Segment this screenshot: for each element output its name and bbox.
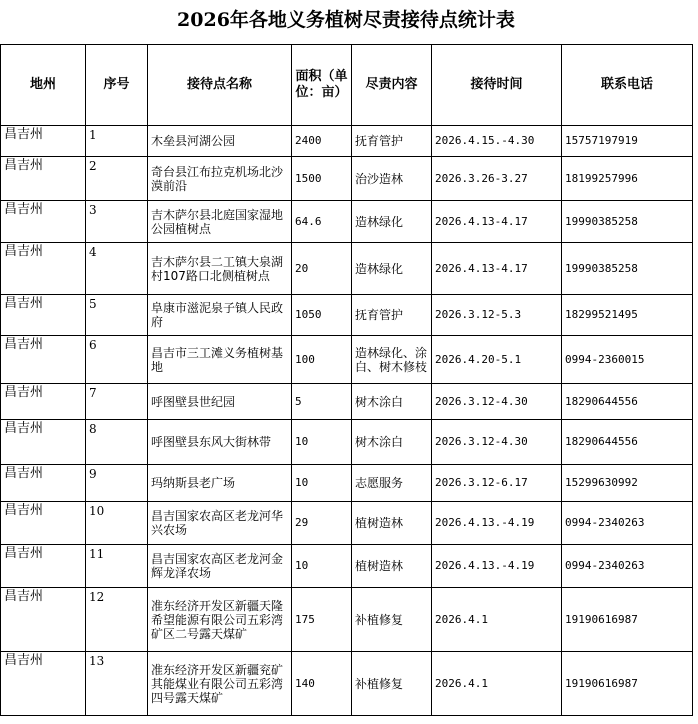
seq-cell: 1 <box>86 126 148 157</box>
area-cell: 10 <box>292 420 352 465</box>
phone-cell: 0994-2360015 <box>562 336 693 384</box>
area-cell: 140 <box>292 652 352 716</box>
seq-cell: 3 <box>86 201 148 243</box>
content-cell: 植树造林 <box>352 502 432 545</box>
area-cell: 29 <box>292 502 352 545</box>
table-title: 2026年各地义务植树尽责接待点统计表 <box>177 9 515 31</box>
table-row <box>1 502 693 545</box>
phone-cell: 19990385258 <box>562 243 693 295</box>
time-cell: 2026.4.20-5.1 <box>432 336 562 384</box>
planting-sites-table <box>0 44 693 716</box>
region-cell: 昌吉州 <box>1 420 86 465</box>
content-cell: 抚育管护 <box>352 126 432 157</box>
site-name-cell: 吉木萨尔县二工镇大泉湖村107路口北侧植树点 <box>148 243 292 295</box>
area-cell: 100 <box>292 336 352 384</box>
time-cell: 2026.4.1 <box>432 652 562 716</box>
phone-cell: 0994-2340263 <box>562 502 693 545</box>
seq-cell: 4 <box>86 243 148 295</box>
time-cell: 2026.4.13.-4.19 <box>432 545 562 588</box>
site-name-cell: 吉木萨尔县北庭国家湿地公园植树点 <box>148 201 292 243</box>
seq-cell: 10 <box>86 502 148 545</box>
area-cell: 5 <box>292 384 352 420</box>
content-cell: 树木涂白 <box>352 420 432 465</box>
table-row <box>1 545 693 588</box>
seq-cell: 2 <box>86 157 148 201</box>
region-cell: 昌吉州 <box>1 295 86 336</box>
content-cell: 补植修复 <box>352 588 432 652</box>
time-cell: 2026.3.12-4.30 <box>432 420 562 465</box>
phone-cell: 19990385258 <box>562 201 693 243</box>
table-row <box>1 295 693 336</box>
site-name-cell: 呼图壁县东风大街林带 <box>148 420 292 465</box>
table-row <box>1 588 693 652</box>
content-cell: 树木涂白 <box>352 384 432 420</box>
region-cell: 昌吉州 <box>1 243 86 295</box>
seq-cell: 13 <box>86 652 148 716</box>
site-name-cell: 昌吉市三工滩义务植树基地 <box>148 336 292 384</box>
phone-cell: 15757197919 <box>562 126 693 157</box>
seq-cell: 11 <box>86 545 148 588</box>
table-row <box>1 157 693 201</box>
table-row <box>1 465 693 502</box>
time-cell: 2026.4.13.-4.19 <box>432 502 562 545</box>
site-name-cell: 昌吉国家农高区老龙河华兴农场 <box>148 502 292 545</box>
header-area: 面积（单位：亩） <box>292 45 352 126</box>
seq-cell: 5 <box>86 295 148 336</box>
region-cell: 昌吉州 <box>1 126 86 157</box>
area-cell: 20 <box>292 243 352 295</box>
phone-cell: 18290644556 <box>562 420 693 465</box>
table-row <box>1 126 693 157</box>
header-row <box>1 45 693 126</box>
content-cell: 治沙造林 <box>352 157 432 201</box>
site-name-cell: 准东经济开发区新疆兖矿其能煤业有限公司五彩湾四号露天煤矿 <box>148 652 292 716</box>
header-site-name: 接待点名称 <box>148 45 292 126</box>
table-row <box>1 384 693 420</box>
site-name-cell: 奇台县江布拉克机场北沙漠前沿 <box>148 157 292 201</box>
site-name-cell: 呼图壁县世纪园 <box>148 384 292 420</box>
table-row <box>1 243 693 295</box>
content-cell: 抚育管护 <box>352 295 432 336</box>
region-cell: 昌吉州 <box>1 157 86 201</box>
phone-cell: 15299630992 <box>562 465 693 502</box>
content-cell: 植树造林 <box>352 545 432 588</box>
site-name-cell: 阜康市滋泥泉子镇人民政府 <box>148 295 292 336</box>
area-cell: 1500 <box>292 157 352 201</box>
area-cell: 64.6 <box>292 201 352 243</box>
phone-cell: 18199257996 <box>562 157 693 201</box>
header-region: 地州 <box>1 45 86 126</box>
table-row <box>1 201 693 243</box>
time-cell: 2026.3.12-4.30 <box>432 384 562 420</box>
header-content: 尽责内容 <box>352 45 432 126</box>
time-cell: 2026.3.12-6.17 <box>432 465 562 502</box>
region-cell: 昌吉州 <box>1 545 86 588</box>
table-row <box>1 652 693 716</box>
region-cell: 昌吉州 <box>1 201 86 243</box>
seq-cell: 9 <box>86 465 148 502</box>
table-row <box>1 336 693 384</box>
content-cell: 造林绿化、涂白、树木修枝 <box>352 336 432 384</box>
area-cell: 10 <box>292 545 352 588</box>
site-name-cell: 昌吉国家农高区老龙河金辉龙泽农场 <box>148 545 292 588</box>
seq-cell: 8 <box>86 420 148 465</box>
phone-cell: 18299521495 <box>562 295 693 336</box>
time-cell: 2026.4.15.-4.30 <box>432 126 562 157</box>
time-cell: 2026.3.26-3.27 <box>432 157 562 201</box>
area-cell: 2400 <box>292 126 352 157</box>
region-cell: 昌吉州 <box>1 336 86 384</box>
header-phone: 联系电话 <box>562 45 693 126</box>
region-cell: 昌吉州 <box>1 384 86 420</box>
content-cell: 造林绿化 <box>352 243 432 295</box>
seq-cell: 12 <box>86 588 148 652</box>
header-time: 接待时间 <box>432 45 562 126</box>
time-cell: 2026.3.12-5.3 <box>432 295 562 336</box>
content-cell: 造林绿化 <box>352 201 432 243</box>
time-cell: 2026.4.1 <box>432 588 562 652</box>
phone-cell: 19190616987 <box>562 588 693 652</box>
region-cell: 昌吉州 <box>1 588 86 652</box>
phone-cell: 0994-2340263 <box>562 545 693 588</box>
region-cell: 昌吉州 <box>1 652 86 716</box>
phone-cell: 18290644556 <box>562 384 693 420</box>
area-cell: 10 <box>292 465 352 502</box>
region-cell: 昌吉州 <box>1 465 86 502</box>
site-name-cell: 准东经济开发区新疆天隆希望能源有限公司五彩湾矿区二号露天煤矿 <box>148 588 292 652</box>
area-cell: 1050 <box>292 295 352 336</box>
seq-cell: 7 <box>86 384 148 420</box>
region-cell: 昌吉州 <box>1 502 86 545</box>
site-name-cell: 木垒县河湖公园 <box>148 126 292 157</box>
table-row <box>1 420 693 465</box>
site-name-cell: 玛纳斯县老广场 <box>148 465 292 502</box>
time-cell: 2026.4.13-4.17 <box>432 201 562 243</box>
area-cell: 175 <box>292 588 352 652</box>
content-cell: 补植修复 <box>352 652 432 716</box>
content-cell: 志愿服务 <box>352 465 432 502</box>
header-seq: 序号 <box>86 45 148 126</box>
phone-cell: 19190616987 <box>562 652 693 716</box>
time-cell: 2026.4.13-4.17 <box>432 243 562 295</box>
seq-cell: 6 <box>86 336 148 384</box>
